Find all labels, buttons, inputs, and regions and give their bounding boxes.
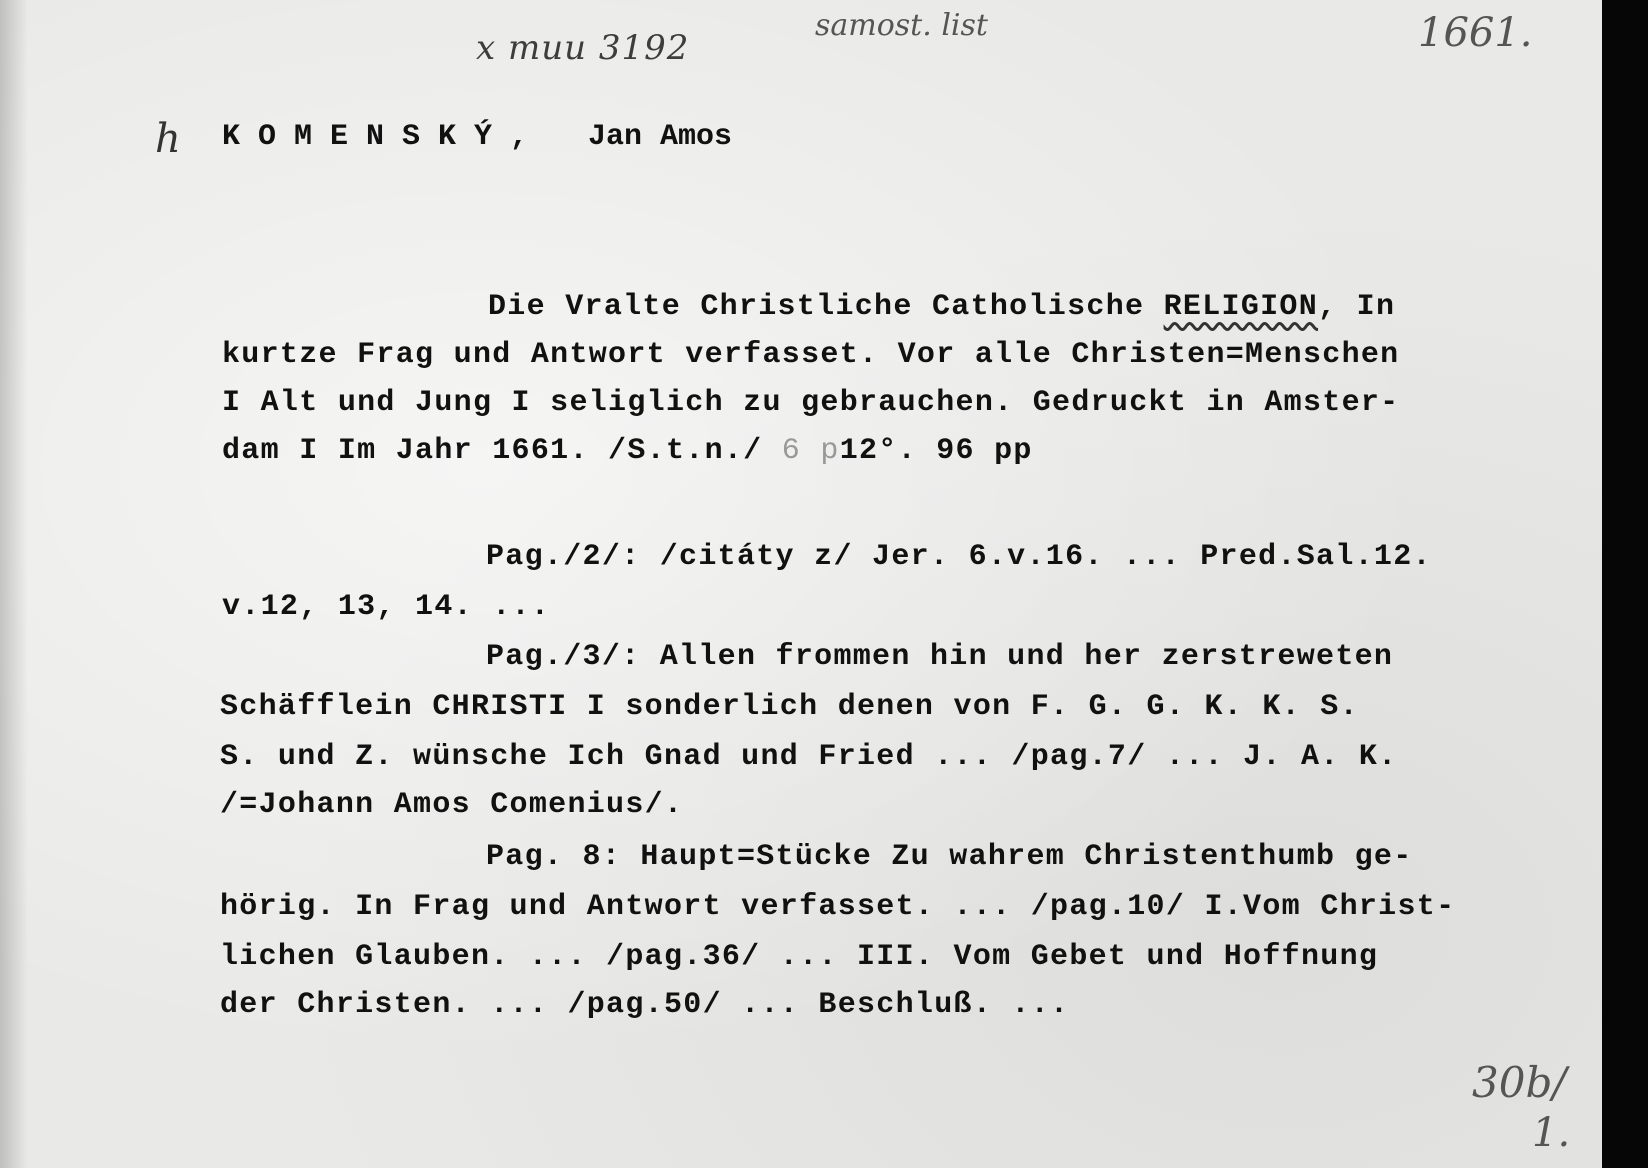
title-line-1	[488, 290, 1395, 324]
note-line-3: Pag./3/: Allen frommen hin und her zerstreweten	[486, 640, 1394, 674]
title-line-1-post: , In	[1318, 290, 1396, 324]
scan-border	[1602, 0, 1648, 1168]
title-line-4-post: 12°. 96 pp	[839, 434, 1033, 468]
title-line-1-pre: Die Vralte Christliche Catholische	[488, 290, 1164, 324]
note-line-1: Pag./2/: /citáty z/ Jer. 6.v.16. ... Pred.Sal.12.	[486, 540, 1432, 574]
title-religion-marked: RELIGION	[1163, 290, 1319, 324]
note-line-2: v.12, 13, 14. ...	[222, 590, 551, 624]
title-line-3: I Alt und Jung I seliglich zu gebrauchen. Gedruckt in Amster-	[222, 386, 1400, 420]
note-line-8: hörig. In Frag und Antwort verfasset. ... /pag.10/ I.Vom Christ-	[220, 890, 1456, 924]
title-line-4-faint: 6 p	[762, 434, 840, 468]
note-line-6: /=Johann Amos Comenius/.	[220, 788, 684, 822]
handwritten-call-number: 30b/	[1472, 1058, 1567, 1107]
note-line-10: der Christen. ... /pag.50/ ... Beschluß. ...	[220, 988, 1070, 1022]
handwritten-shelfmark: x muu 3192	[476, 28, 690, 68]
title-line-4-pre: dam I Im Jahr 1661. /S.t.n./	[222, 434, 763, 468]
handwritten-note: samost. list	[815, 8, 988, 43]
note-line-7: Pag. 8: Haupt=Stücke Zu wahrem Christenthumb ge-	[486, 840, 1413, 874]
author-given-name: Jan Amos	[588, 120, 733, 154]
note-line-9: lichen Glauben. ... /pag.36/ ... III. Vom Gebet und Hoffnung	[220, 940, 1379, 974]
handwritten-year: 1661.	[1418, 10, 1533, 56]
title-line-4	[222, 434, 1033, 468]
handwritten-call-number-suffix: 1.	[1532, 1110, 1571, 1156]
author-heading	[222, 120, 732, 154]
author-surname: KOMENSKÝ,	[222, 120, 547, 154]
title-line-2: kurtze Frag und Antwort verfasset. Vor alle Christen=Menschen	[222, 338, 1400, 372]
note-line-4: Schäfflein CHRISTI I sonderlich denen von F. G. G. K. K. S.	[220, 690, 1359, 724]
note-line-5: S. und Z. wünsche Ich Gnad und Fried ... /pag.7/ ... J. A. K.	[220, 740, 1398, 774]
card-edge-shadow	[0, 0, 28, 1168]
handwritten-margin-mark: h	[155, 116, 181, 162]
